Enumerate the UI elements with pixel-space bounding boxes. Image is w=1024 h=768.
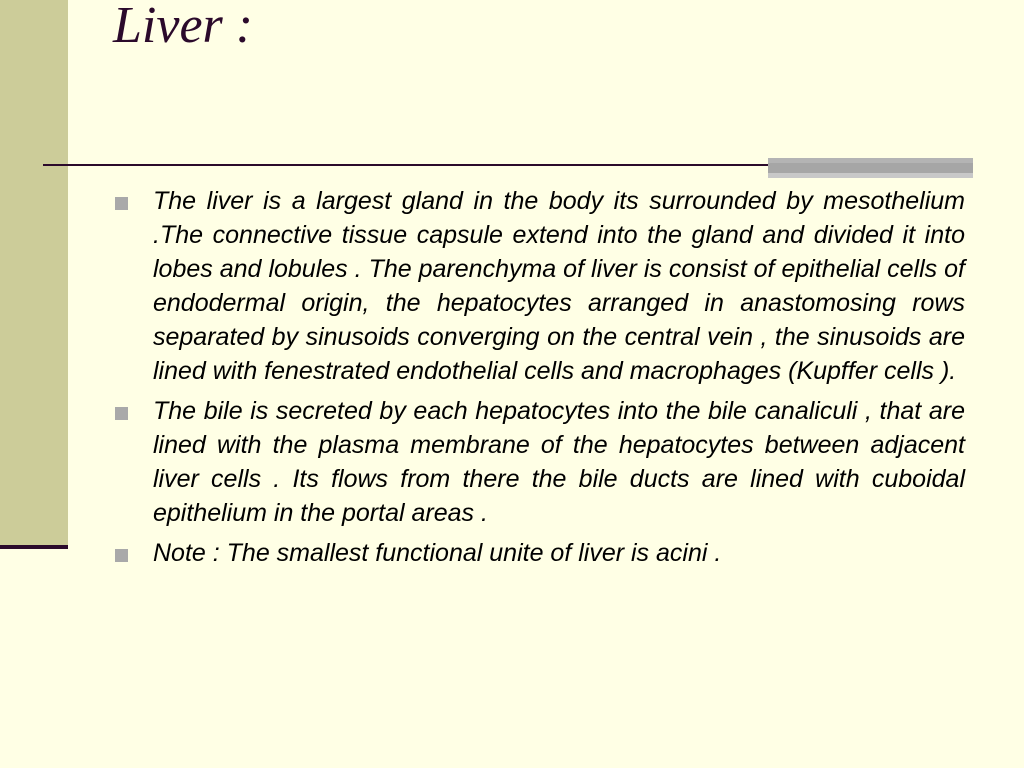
bullet-item: [110, 536, 965, 570]
gray-accent-bar: [768, 158, 973, 180]
bullet-text: The liver is a largest gland in the body its surrounded by mesothelium .The connective tissue capsule extend into the gland and divided it into lobes and lobules . The parenchyma of liver is consist of epithelial cells of endodermal origin, the hepatocytes arranged in anastomosing rows separated by sinusoids converging on the central vein , the sinusoids are lined with fenestrated endothelial cells and macrophages (Kupffer cells ).: [153, 187, 965, 385]
left-decorative-band: [0, 0, 68, 545]
slide-body-list: [110, 184, 965, 576]
square-bullet-icon: [115, 197, 128, 210]
bullet-item: [110, 394, 965, 530]
bullet-item: [110, 184, 965, 388]
square-bullet-icon: [115, 549, 128, 562]
left-band-underline: [0, 545, 68, 549]
square-bullet-icon: [115, 407, 128, 420]
bullet-text: Note : The smallest functional unite of liver is acini .: [153, 539, 722, 567]
bullet-text: The bile is secreted by each hepatocytes into the bile canaliculi , that are lined with the plasma membrane of the hepatocytes between adjacent liver cells . Its flows from there the bile ducts are lined with cuboidal epithelium in the portal areas .: [153, 397, 965, 527]
slide-title: Liver :: [113, 0, 254, 54]
